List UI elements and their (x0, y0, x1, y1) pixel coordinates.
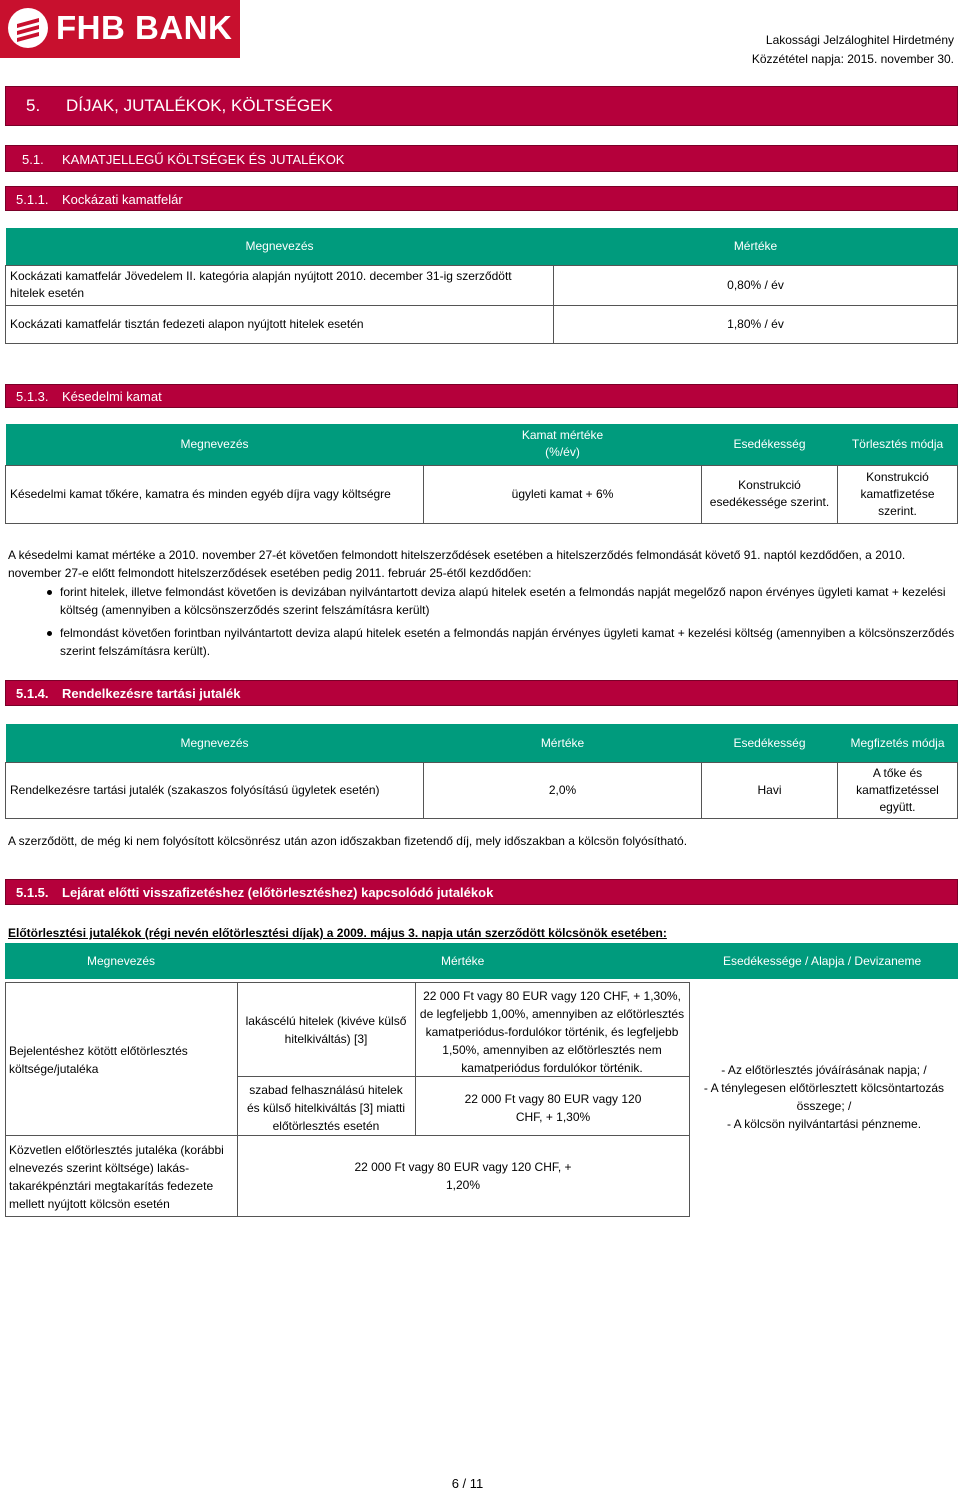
late-interest-table (5, 424, 958, 524)
table-row (6, 305, 958, 343)
col-header-rate (424, 424, 702, 465)
list-item: felmondást követően forintban nyilvántartott deviza alapú hitelek esetén a felmondás napján érvényes ügyleti kamat + kezelési költség (amennyiben a kölcsönszerződés szerint felszámításra került). (60, 626, 955, 658)
prepayment-row2-name-cell (5, 1136, 238, 1217)
section-5-1-5-title: Lejárat előtti visszafizetéshez (előtörlesztéshez) kapcsolódó jutalékok (62, 885, 494, 900)
row-rate: 0,80% / év (554, 265, 958, 305)
risk-premium-table (5, 228, 958, 344)
row-rate: 22 000 Ft vagy 80 EUR vagy 120 CHF, + 1,20% (354, 1160, 572, 1192)
row-repay: Konstrukció kamatfizetése szerint. (838, 465, 958, 523)
prepayment-r1b-rate-cell (416, 1077, 690, 1136)
prepayment-table-header (5, 943, 958, 979)
section-5-1-1-title: Kockázati kamatfelár (62, 192, 183, 207)
prepayment-due-cell (690, 982, 958, 1217)
section-5-1-5-bar (5, 879, 958, 905)
commitment-fee-table (5, 724, 958, 819)
row-type: lakáscélú hitelek (kivéve külső hitelkiváltás) [3] (245, 1014, 407, 1046)
section-5-1-3-bar (5, 384, 958, 408)
fhb-bank-logo (0, 0, 240, 58)
col-header-rate: Mértéke (441, 954, 485, 968)
col-header-rate-line2: (%/év) (545, 445, 580, 460)
col-header-due: Esedékesség (702, 424, 838, 465)
row-rate: 1,80% / év (554, 305, 958, 343)
section-5-1-number: 5.1. (22, 152, 44, 167)
col-header-due: Esedékessége / Alapja / Devizaneme (723, 954, 922, 968)
list-item: forint hitelek, illetve felmondást követően is devizában nyilvántartott deviza alapú hitelek esetén a felmondás napját megelőző napon érvényes ügyleti kamat + kezelési költség (amennyiben a kölcsönszerződés szerint felszámításra került) (60, 583, 956, 619)
col-header-repay: Törlesztés módja (838, 424, 958, 465)
logo-text: FHB BANK (56, 9, 233, 46)
col-header-rate-line1: Kamat mértéke (521, 428, 604, 443)
due-line: - A ténylegesen előtörlesztett kölcsöntartozás összege; / (703, 1081, 945, 1113)
publication-date: Közzététel napja: 2015. november 30. (751, 52, 954, 66)
section-5-1-title: KAMATJELLEGŰ KÖLTSÉGEK ÉS JUTALÉKOK (62, 152, 345, 167)
row-name: Késedelmi kamat tőkére, kamatra és minden egyéb díjra vagy költségre (6, 465, 424, 523)
fhb-logo-icon (8, 8, 48, 48)
section-5-1-3-number: 5.1.3. (16, 389, 49, 404)
row-name: Kockázati kamatfelár tisztán fedezeti alapon nyújtott hitelek esetén (6, 305, 554, 343)
row-pay: A tőke és kamatfizetéssel együtt. (838, 762, 958, 818)
section-5-number: 5. (26, 96, 41, 115)
table-row (6, 465, 958, 523)
due-description (694, 1061, 954, 1133)
section-5-1-1-bar (5, 186, 958, 211)
prepayment-r1a-type-cell (238, 982, 416, 1077)
late-interest-bullets (8, 583, 956, 660)
row-rate: ügyleti kamat + 6% (424, 465, 702, 523)
col-header-due: Esedékesség (702, 724, 838, 762)
row-rate: 22 000 Ft vagy 80 EUR vagy 120 CHF, + 1,30%, de legfeljebb 1,00%, amennyiben az előtörlesztés kamatperiódus-fordulókor történik, és legfeljebb 1,50%, amennyiben az előtörlesztés nem kamatperiódus fordulókor történik. (419, 989, 685, 1075)
col-header-name: Megnevezés (6, 424, 424, 465)
section-5-1-4-number: 5.1.4. (16, 686, 49, 701)
row-due: Havi (702, 762, 838, 818)
col-header-name: Megnevezés (87, 954, 156, 968)
section-5-title: DÍJAK, JUTALÉKOK, KÖLTSÉGEK (66, 96, 333, 115)
page-number: 6 / 11 (451, 1476, 484, 1491)
row-name: Közvetlen előtörlesztés jutaléka (korábbi elnevezés szerint költsége) lakás-takarékpénztári megtakarítás fedezete mellett nyújtott kölcsön esetén (9, 1143, 224, 1211)
document-title: Lakossági Jelzáloghitel Hirdetmény (765, 33, 954, 47)
row-rate: 2,0% (424, 762, 702, 818)
row-name: Kockázati kamatfelár Jövedelem II. kategória alapján nyújtott 2010. december 31-ig szerződött hitelek esetén (6, 265, 554, 305)
col-header-rate: Mértéke (424, 724, 702, 762)
section-5-1-3-title: Késedelmi kamat (62, 389, 162, 404)
commitment-fee-paragraph: A szerződött, de még ki nem folyósított kölcsönrész után azon időszakban fizetendő díj, mely időszakban a kölcsön folyósítható. (8, 834, 688, 848)
prepayment-r1b-type-cell (238, 1077, 416, 1136)
due-line: - A kölcsön nyilvántartási pénzneme. (726, 1117, 922, 1131)
col-header-name: Megnevezés (6, 228, 554, 265)
late-interest-paragraph: A késedelmi kamat mértéke a 2010. november 27-ét követően felmondott hitelszerződések esetében a hitelszerződés felmondását követő 91. naptól kezdődően, a 2010. november 27-e előtt felmondott hitelszerződések esetében pedig 2011. február 25-étől kezdődően: (8, 548, 906, 580)
table-row (6, 762, 958, 818)
table-row (6, 265, 958, 305)
prepayment-row1-name-cell (5, 982, 238, 1136)
col-header-rate: Mértéke (554, 228, 958, 265)
section-5-1-4-bar (5, 680, 958, 706)
col-header-pay: Megfizetés módja (838, 724, 958, 762)
prepayment-r1a-rate-cell (416, 982, 690, 1077)
row-type: szabad felhasználású hitelek és külső hitelkiváltás [3] miatti előtörlesztés esetén (246, 1083, 406, 1133)
section-5-1-5-number: 5.1.5. (16, 885, 49, 900)
row-name: Rendelkezésre tartási jutalék (szakaszos folyósítású ügyletek esetén) (6, 762, 424, 818)
row-rate: 22 000 Ft vagy 80 EUR vagy 120 CHF, + 1,30% (464, 1092, 642, 1124)
section-5-1-1-number: 5.1.1. (16, 192, 49, 207)
due-line: - Az előtörlesztés jóváírásának napja; / (721, 1063, 927, 1077)
col-header-name: Megnevezés (6, 724, 424, 762)
section-5-bar (5, 86, 958, 126)
section-5-1-bar (5, 145, 958, 172)
prepayment-row2-rate-cell (238, 1136, 690, 1217)
section-5-1-4-title: Rendelkezésre tartási jutalék (62, 686, 241, 701)
row-due: Konstrukció esedékessége szerint. (702, 465, 838, 523)
row-name: Bejelentéshez kötött előtörlesztés költsége/jutaléka (9, 1044, 188, 1076)
prepayment-heading: Előtörlesztési jutalékok (régi nevén előtörlesztési díjak) a 2009. május 3. napja után szerződött kölcsönök esetében: (8, 926, 667, 940)
